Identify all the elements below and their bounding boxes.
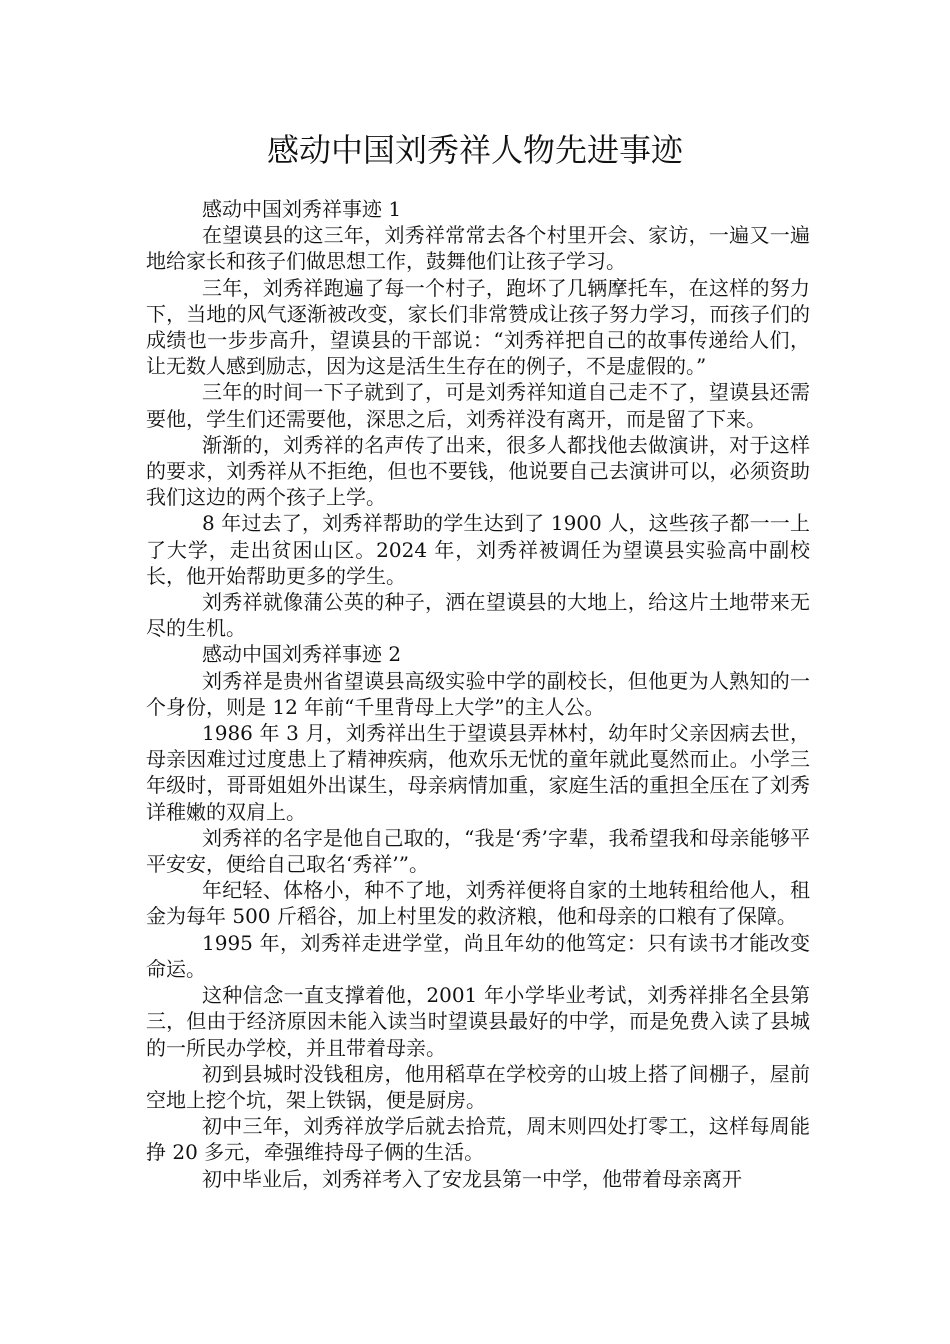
paragraph: 初到县城时没钱租房，他用稻草在学校旁的山坡上搭了间棚子，屋前空地上挖个坑，架上铁锅，便是厨房。 <box>146 1061 810 1112</box>
paragraph: 刘秀祥的名字是他自己取的，“我是‘秀’字辈，我希望我和母亲能够平平安安，便给自己取名‘秀祥’”。 <box>146 825 810 877</box>
section-heading-2: 感动中国刘秀祥事迹 2 <box>202 642 402 667</box>
paragraph: 三年，刘秀祥跑遍了每一个村子，跑坏了几辆摩托车，在这样的努力下，当地的风气逐渐被改变，家长们非常赞成让孩子努力学习，而孩子们的成绩也一步步高升，望谟县的干部说：“刘秀祥把自己的故事传递给人们，让无数人感到励志，因为这是活生生存在的例子，不是虚假的。” <box>146 275 810 379</box>
document-title: 感动中国刘秀祥人物先进事迹 <box>266 131 683 169</box>
paragraph: 1995 年，刘秀祥走进学堂，尚且年幼的他笃定：只有读书才能改变命运。 <box>146 930 810 981</box>
paragraph: 刘秀祥是贵州省望谟县高级实验中学的副校长，但他更为人熟知的一个身份，则是 12 年前“千里背母上大学”的主人公。 <box>146 668 810 719</box>
paragraph: 初中三年，刘秀祥放学后就去拾荒，周末则四处打零工，这样每周能挣 20 多元，牵强维持母子俩的生活。 <box>146 1114 810 1165</box>
paragraph: 8 年过去了，刘秀祥帮助的学生达到了 1900 人，这些孩子都一一上了大学，走出贫困山区。2024 年，刘秀祥被调任为望谟县实验高中副校长，他开始帮助更多的学生。 <box>146 511 810 588</box>
paragraph: 这种信念一直支撑着他，2001 年小学毕业考试，刘秀祥排名全县第三，但由于经济原因未能入读当时望谟县最好的中学，而是免费入读了县城的一所民办学校，并且带着母亲。 <box>146 983 810 1060</box>
document-body <box>146 196 810 1192</box>
paragraph: 1986 年 3 月，刘秀祥出生于望谟县弄林村，幼年时父亲因病去世，母亲因难过过度患上了精神疾病，他欢乐无忧的童年就此戛然而止。小学三年级时，哥哥姐姐外出谋生，母亲病情加重，家庭生活的重担全压在了刘秀详稚嫩的双肩上。 <box>146 721 810 824</box>
paragraph: 渐渐的，刘秀祥的名声传了出来，很多人都找他去做演讲，对于这样的要求，刘秀祥从不拒绝，但也不要钱，他说要自己去演讲可以，必须资助我们这边的两个孩子上学。 <box>146 432 810 510</box>
paragraph: 年纪轻、体格小，种不了地，刘秀祥便将自家的土地转租给他人，租金为每年 500 斤稻谷，加上村里发的救济粮，他和母亲的口粮有了保障。 <box>146 878 810 929</box>
paragraph: 三年的时间一下子就到了，可是刘秀祥知道自己走不了，望谟县还需要他，学生们还需要他，深思之后，刘秀祥没有离开，而是留了下来。 <box>146 380 810 431</box>
paragraph: 在望谟县的这三年，刘秀祥常常去各个村里开会、家访，一遍又一遍地给家长和孩子们做思想工作，鼓舞他们让孩子学习。 <box>146 223 810 274</box>
paragraph: 初中毕业后，刘秀祥考入了安龙县第一中学，他带着母亲离开 <box>202 1166 742 1191</box>
section-heading-1: 感动中国刘秀祥事迹 1 <box>202 197 402 221</box>
paragraph: 刘秀祥就像蒲公英的种子，洒在望谟县的大地上，给这片土地带来无尽的生机。 <box>146 590 810 641</box>
